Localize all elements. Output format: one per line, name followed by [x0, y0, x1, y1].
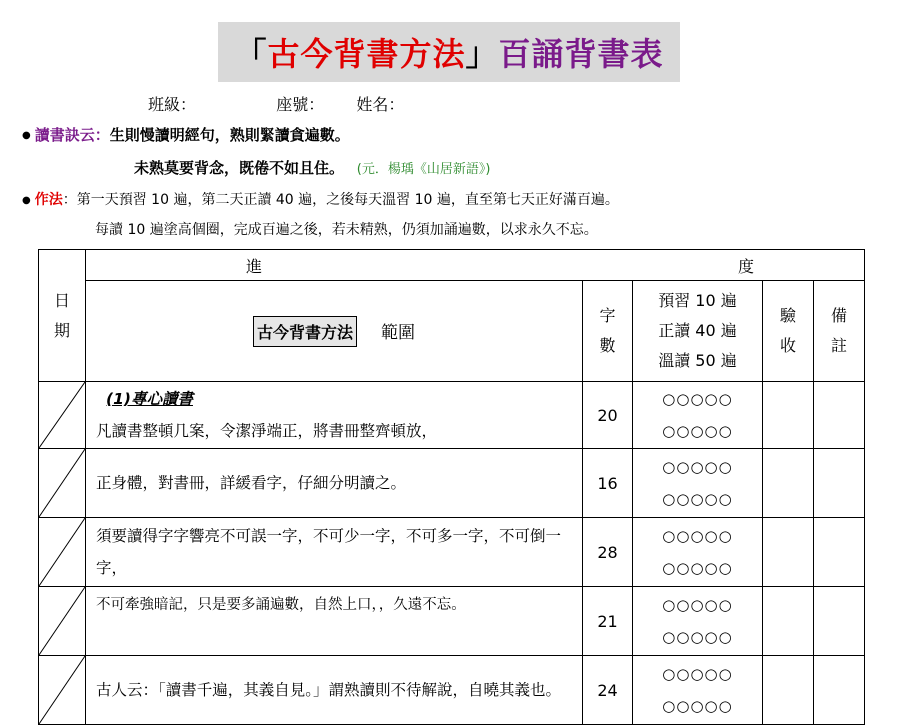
motto-text-2: 未熟莫要背念，既倦不如且住。: [134, 159, 345, 177]
table-row: [39, 656, 865, 725]
motto-line-1: [22, 124, 350, 145]
plan-read: 正讀 40 遍: [658, 321, 737, 340]
date-cell[interactable]: [39, 449, 86, 518]
check-cell[interactable]: [763, 382, 814, 449]
note-header-1: 備: [831, 306, 848, 325]
plan-header: [633, 281, 763, 382]
content-text: 古人云：「讀書千遍，其義自見。」謂熟讀則不待解說，自曉其義也。: [96, 681, 562, 699]
note-cell[interactable]: [814, 656, 865, 725]
scope-header: [86, 281, 583, 382]
method-text-2: 每讀 10 遍塗高個圈，完成百遍之後，若未精熟，仍須加誦遍數，以求永久不忘。: [95, 222, 598, 238]
progress-header-2: 度: [738, 256, 755, 276]
content-cell: [86, 587, 583, 656]
bullet-icon: ●: [22, 194, 31, 206]
motto-colon: ：: [94, 126, 110, 144]
count-header: [583, 281, 633, 382]
student-info: [148, 92, 404, 115]
note-cell[interactable]: [814, 449, 865, 518]
section-heading: (1)專心讀書: [106, 390, 193, 408]
bullet-icon: ●: [22, 130, 31, 141]
circles-row-2[interactable]: ○○○○○: [662, 422, 733, 440]
note-header: [814, 281, 865, 382]
motto-line-2: [134, 157, 490, 178]
content-cell: [86, 449, 583, 518]
circles-row-1[interactable]: ○○○○○: [662, 527, 733, 545]
table-row: [39, 449, 865, 518]
title-close-quote: 」: [465, 35, 499, 73]
method-text-1: 第一天預習 10 遍，第二天正讀 40 遍，之後每天溫習 10 遍，直至第七天正好滿百遍。: [76, 192, 619, 208]
date-cell[interactable]: [39, 587, 86, 656]
progress-header-1: 進: [246, 256, 263, 276]
content-text: 須要讀得字字響亮不可誤一字，不可少一字，不可多一字，不可倒一字，: [96, 527, 562, 577]
check-header-2: 收: [779, 336, 796, 355]
count-header-2: 數: [599, 336, 616, 355]
content-text: 正身體，對書冊，詳緩看字，仔細分明讀之。: [96, 474, 407, 492]
progress-circles[interactable]: [633, 587, 763, 656]
recitation-table: [38, 249, 865, 725]
title-highlight: 古今背書方法: [267, 35, 466, 73]
content-cell: [86, 656, 583, 725]
table-row: [39, 518, 865, 587]
page-title: [218, 22, 680, 82]
date-cell[interactable]: [39, 382, 86, 449]
content-text: 凡讀書整頓几案，令潔淨端正，將書冊整齊頓放，: [96, 422, 438, 440]
progress-circles[interactable]: [633, 449, 763, 518]
title-rest: 百誦背書表: [498, 35, 664, 73]
date-header-2: 期: [53, 320, 70, 340]
count-cell: 16: [583, 449, 633, 518]
circles-row-2[interactable]: ○○○○○: [662, 628, 733, 646]
table-row: [39, 382, 865, 449]
progress-header: [86, 250, 865, 281]
table-row: [39, 587, 865, 656]
note-cell[interactable]: [814, 587, 865, 656]
date-header: [39, 250, 86, 382]
motto-text-1: 生則慢讀明經句，熟則緊讀貪遍數。: [109, 126, 350, 144]
circles-row-1[interactable]: ○○○○○: [662, 596, 733, 614]
content-cell: [86, 382, 583, 449]
scope-range: 範圍: [381, 322, 415, 343]
progress-circles[interactable]: [633, 518, 763, 587]
circles-row-1[interactable]: ○○○○○: [662, 390, 733, 408]
diagonal-line-icon: [39, 518, 85, 586]
date-cell[interactable]: [39, 656, 86, 725]
check-cell[interactable]: [763, 587, 814, 656]
check-header-1: 驗: [779, 306, 796, 325]
method-colon: ：: [62, 192, 77, 208]
count-cell: 24: [583, 656, 633, 725]
check-cell[interactable]: [763, 518, 814, 587]
progress-circles[interactable]: [633, 382, 763, 449]
seat-label: 座號：: [276, 95, 325, 114]
motto-label: 讀書訣云: [34, 126, 95, 144]
diagonal-line-icon: [39, 587, 85, 655]
count-header-1: 字: [599, 306, 616, 325]
circles-row-1[interactable]: ○○○○○: [662, 665, 733, 683]
content-text: 不可牽強暗記，只是要多誦遍數，自然上口，，久遠不忘。: [96, 597, 466, 613]
method-line-1: [22, 189, 619, 209]
plan-review: 溫讀 50 遍: [658, 351, 737, 370]
class-label: 班級：: [148, 95, 197, 114]
note-cell[interactable]: [814, 382, 865, 449]
circles-row-1[interactable]: ○○○○○: [662, 458, 733, 476]
count-cell: 28: [583, 518, 633, 587]
check-cell[interactable]: [763, 656, 814, 725]
circles-row-2[interactable]: ○○○○○: [662, 559, 733, 577]
check-header: [763, 281, 814, 382]
diagonal-line-icon: [39, 382, 85, 448]
date-cell[interactable]: [39, 518, 86, 587]
count-cell: 21: [583, 587, 633, 656]
note-cell[interactable]: [814, 518, 865, 587]
circles-row-2[interactable]: ○○○○○: [662, 697, 733, 715]
date-header-1: 日: [53, 290, 70, 310]
diagonal-line-icon: [39, 449, 85, 517]
note-header-2: 註: [831, 336, 848, 355]
method-line-2: [95, 219, 598, 239]
scope-label: 古今背書方法: [253, 316, 357, 347]
diagonal-line-icon: [39, 656, 85, 724]
motto-source: (元．楊瑀《山居新語》): [356, 162, 491, 177]
plan-preview: 預習 10 遍: [658, 291, 737, 310]
progress-circles[interactable]: [633, 656, 763, 725]
count-cell: 20: [583, 382, 633, 449]
check-cell[interactable]: [763, 449, 814, 518]
method-label: 作法: [34, 192, 63, 208]
title-open-quote: 「: [234, 35, 268, 73]
content-cell: [86, 518, 583, 587]
name-label: 姓名：: [356, 95, 405, 114]
circles-row-2[interactable]: ○○○○○: [662, 490, 733, 508]
